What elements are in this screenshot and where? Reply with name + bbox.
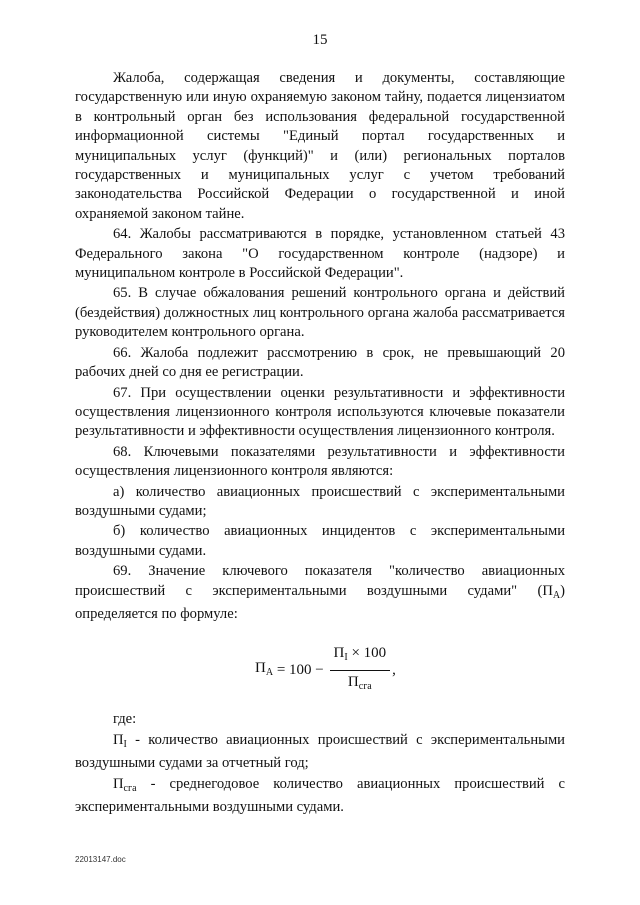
- definition-psga-text: - среднегодовое количество авиационных происшествий с экспериментальными воздушными судами.: [75, 775, 565, 815]
- definition-psga-subscript: сга: [123, 782, 137, 794]
- formula-lhs-symbol: П: [255, 659, 266, 676]
- formula: [255, 644, 396, 696]
- paragraph-69-tail: ) определяется по формуле:: [75, 582, 565, 622]
- where-label: где:: [113, 711, 137, 728]
- formula-block: [75, 638, 565, 700]
- paragraph-66: 66. Жалоба подлежит рассмотрению в срок, не превышающий 20 рабочих дней со дня ее регистрации.: [75, 344, 565, 381]
- numerator-symbol: П: [333, 645, 345, 662]
- numerator-rest: × 100: [347, 645, 387, 662]
- formula-lhs-subscript: А: [265, 666, 274, 678]
- denominator-subscript: сга: [358, 680, 372, 692]
- page-number: 15: [312, 32, 328, 48]
- formula-numerator: [330, 644, 391, 670]
- formula-tail: ,: [392, 661, 396, 678]
- formula-fraction: [330, 644, 391, 696]
- paragraph-69: [75, 562, 565, 624]
- paragraph-69-text: 69. Значение ключевого показателя "количество авиационных происшествий с экспериментальными воздушными судами" (П: [75, 563, 565, 599]
- definition-pi-subscript: I: [123, 738, 127, 750]
- formula-lhs: [255, 659, 273, 682]
- definition-psga-symbol: П: [113, 775, 124, 792]
- definition-pi-text: - количество авиационных происшествий с экспериментальными воздушными судами за отчетный год;: [75, 731, 565, 772]
- paragraph-68: 68. Ключевыми показателями результативности и эффективности осуществления лицензионного контроля являются:: [75, 443, 565, 480]
- paragraph-64: 64. Жалобы рассматриваются в порядке, установленном статьей 43 Федерального закона "О государственном контроле (надзоре) и муниципальном контроле в Российской Федерации".: [75, 226, 565, 282]
- paragraph-68-a: а) количество авиационных происшествий с экспериментальными воздушными судами;: [75, 483, 565, 519]
- definition-psga: [75, 775, 565, 818]
- formula-denominator: [348, 671, 372, 696]
- paragraph-67: 67. При осуществлении оценки результативности и эффективности осуществления лицензионного контроля используются ключевые показатели результативности и эффективности осуществления лицензионного контроля.: [75, 384, 565, 440]
- paragraph-68-b: б) количество авиационных инцидентов с экспериментальными воздушными судами.: [75, 523, 565, 559]
- document-body: [75, 69, 565, 818]
- definition-pi-symbol: П: [113, 731, 124, 748]
- formula-equals: = 100 −: [273, 661, 328, 678]
- denominator-symbol: П: [347, 673, 359, 690]
- definition-pi: [75, 731, 565, 774]
- paragraph-65: 65. В случае обжалования решений контрольного органа и действий (бездействия) должностных лиц контрольного органа жалоба рассматривается руководителем контрольного органа.: [75, 285, 565, 341]
- numerator-subscript: I: [344, 652, 348, 664]
- paragraph-69-subscript: А: [552, 589, 561, 601]
- file-stamp: 22013147.doc: [75, 855, 126, 864]
- paragraph-secret-complaint: Жалоба, содержащая сведения и документы, составляющие государственную или иную охраняемую законом тайну, подается лицензиатом в контрольный орган без использования федеральной государственной информационной системы "Единый портал государственных и муниципальных услуг (функций)" и (или) региональных порталов государственных и муниципальных услуг с учетом требований законодательства Российской Федерации о государственной и иной охраняемой законом тайне.: [75, 70, 565, 222]
